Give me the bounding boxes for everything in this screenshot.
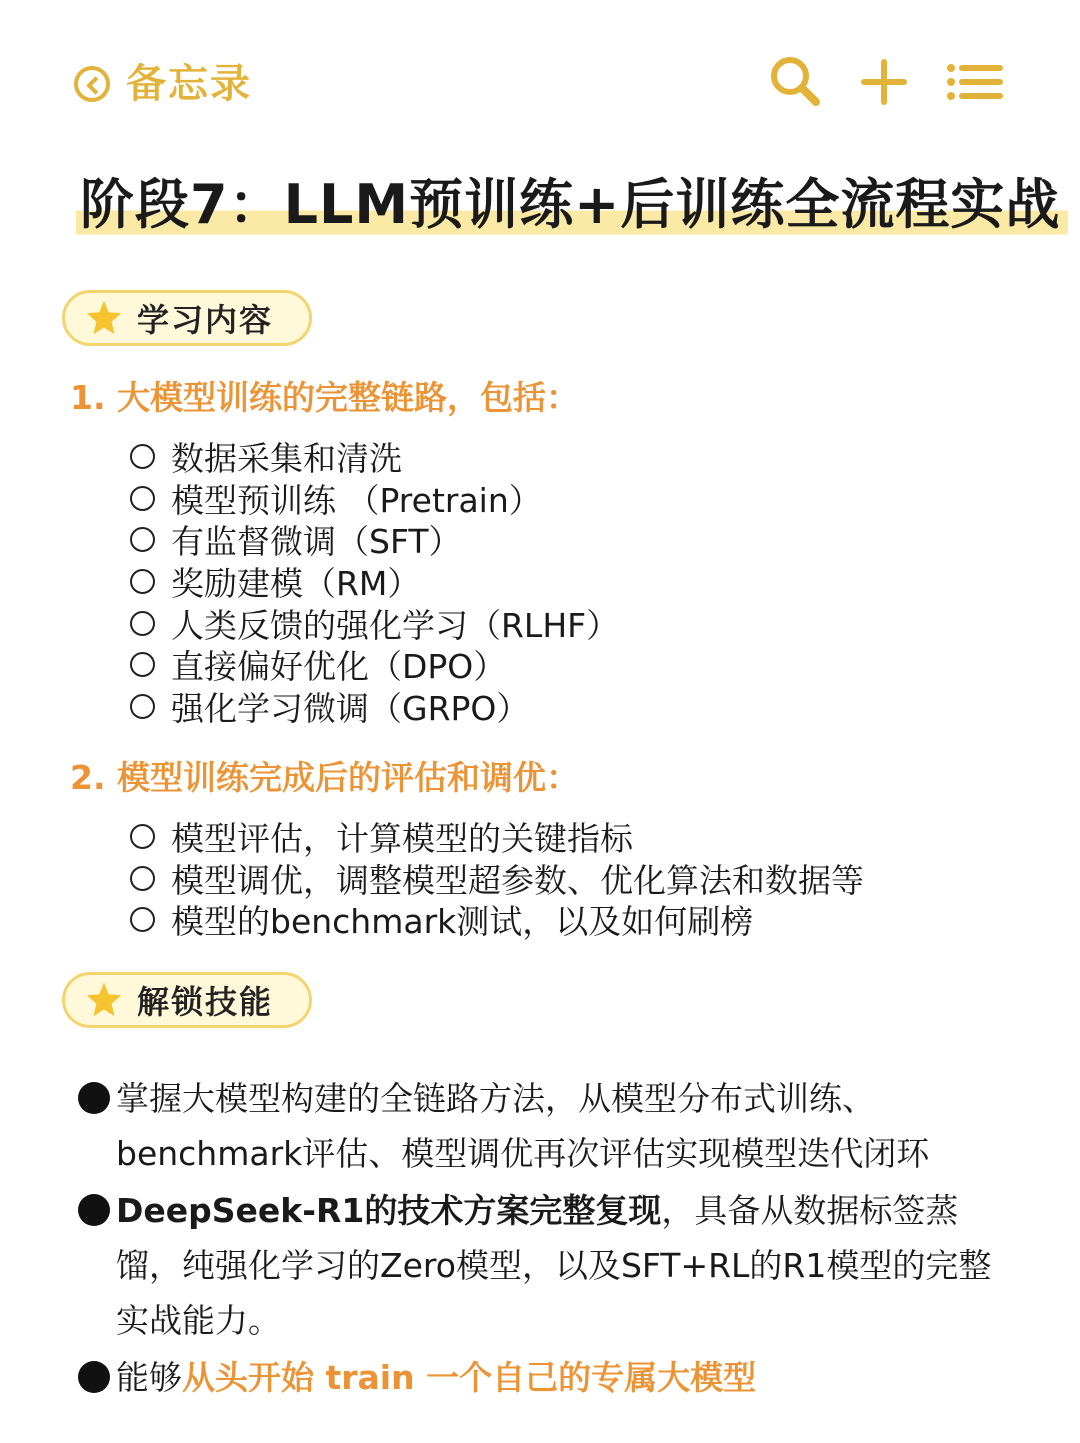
list-item — [130, 858, 864, 900]
skill-item-2-strong: DeepSeek-R1的技术方案完整复现 — [116, 1191, 662, 1230]
nav-bar — [0, 52, 1080, 122]
ring-icon — [130, 527, 155, 552]
training-chain-list — [130, 436, 619, 727]
skill-item-3 — [116, 1350, 1016, 1405]
list-item-label: 人类反馈的强化学习（RLHF） — [171, 605, 620, 645]
star-icon — [85, 299, 123, 337]
learn-badge-label: 学习内容 — [137, 301, 274, 339]
skill-item-2-rest: ，具备从数据标签蒸馏，纯强化学习的Zero模型，以及SFT+RL的R1模型的完整实战能力。 — [116, 1191, 992, 1340]
bullet-icon — [78, 1194, 110, 1226]
skill-item-3-prefix: 能够 — [116, 1358, 182, 1397]
bullet-icon — [78, 1082, 110, 1114]
ring-icon — [130, 824, 155, 849]
skill-item-3-accent: 从头开始 train 一个自己的专属大模型 — [182, 1358, 757, 1397]
list-item — [130, 816, 864, 858]
ring-icon — [130, 907, 155, 932]
list-item-label: 直接偏好优化（DPO） — [171, 647, 507, 687]
ring-icon — [130, 569, 155, 594]
list-item — [130, 644, 619, 686]
list-item — [130, 686, 619, 728]
list-item-label: 奖励建模（RM） — [171, 564, 421, 604]
list-item — [130, 519, 619, 561]
list-item — [130, 899, 864, 941]
skills-badge — [62, 972, 312, 1028]
list-item — [130, 602, 619, 644]
skill-item-1: 掌握大模型构建的全链路方法，从模型分布式训练、benchmark评估、模型调优再次评估实现模型迭代闭环 — [116, 1079, 930, 1173]
list-icon[interactable] — [944, 52, 1004, 112]
page-title: 阶段7：LLM预训练+后训练全流程实战 — [76, 170, 1068, 240]
ring-icon — [130, 694, 155, 719]
list-item-label: 有监督微调（SFT） — [171, 522, 462, 562]
add-icon[interactable] — [856, 52, 916, 112]
list-item-label: 模型预训练 （Pretrain） — [171, 480, 542, 520]
learn-badge — [62, 290, 312, 346]
back-label: 备忘录 — [126, 61, 252, 107]
list-item-label: 强化学习微调（GRPO） — [171, 688, 530, 728]
back-circle-icon — [74, 66, 110, 102]
list-item-label: 模型调优，调整模型超参数、优化算法和数据等 — [171, 860, 864, 900]
list-item-label: 模型评估，计算模型的关键指标 — [171, 819, 633, 859]
bullet-icon — [78, 1361, 110, 1393]
section1-heading: 1. 大模型训练的完整链路，包括： — [70, 378, 579, 417]
ring-icon — [130, 486, 155, 511]
ring-icon — [130, 652, 155, 677]
back-button[interactable] — [74, 60, 252, 108]
star-icon — [85, 981, 123, 1019]
list-item — [130, 561, 619, 603]
list-item — [130, 436, 619, 478]
evaluation-list — [130, 816, 864, 941]
list-item — [130, 478, 619, 520]
section2-heading: 2. 模型训练完成后的评估和调优： — [70, 758, 579, 797]
skills-badge-label: 解锁技能 — [137, 983, 274, 1021]
ring-icon — [130, 866, 155, 891]
ring-icon — [130, 444, 155, 469]
search-icon[interactable] — [766, 52, 826, 112]
ring-icon — [130, 611, 155, 636]
list-item-label: 数据采集和清洗 — [171, 439, 402, 479]
list-item-label: 模型的benchmark测试，以及如何刷榜 — [171, 902, 754, 942]
skill-item-2 — [116, 1183, 1016, 1348]
